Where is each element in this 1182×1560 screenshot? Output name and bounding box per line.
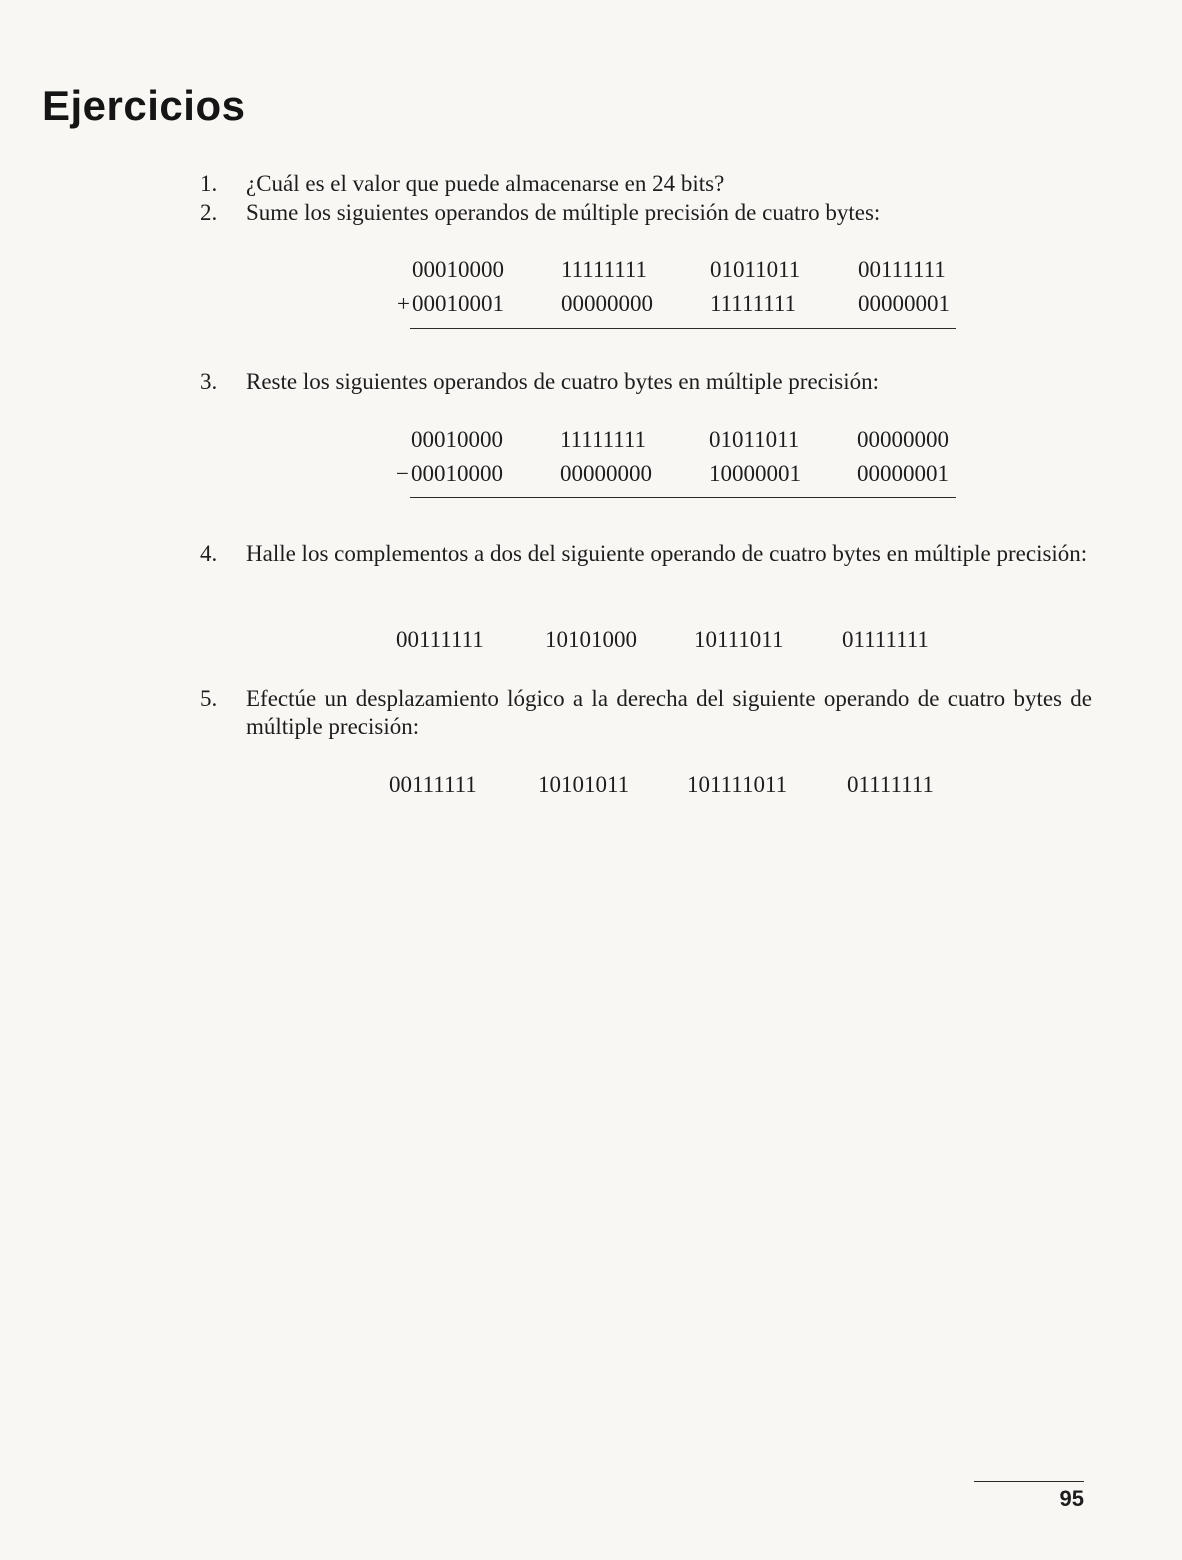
- page-title: Ejercicios: [42, 82, 246, 129]
- byte: 01011011: [710, 257, 801, 282]
- byte: 10000001: [709, 461, 801, 486]
- exercise-3: [200, 368, 1092, 396]
- exercise-1-text: ¿Cuál es el valor que puede almacenarse en 24 bits?: [246, 171, 725, 196]
- exercise-5-text: Efectúe un desplazamiento lógico a la derecha del siguiente operando de cuatro bytes de múltiple precisión:: [246, 686, 1092, 739]
- byte: 00010000: [411, 427, 503, 452]
- byte: 10101000: [545, 627, 637, 652]
- exercise-2-number: 2.: [200, 200, 218, 225]
- exercise-4: [200, 540, 1092, 568]
- minus-sign: −: [396, 461, 409, 486]
- byte: 101111011: [687, 772, 788, 797]
- byte: 10111011: [694, 627, 784, 652]
- exercise-3-number: 3.: [200, 369, 218, 394]
- exercise-5: [200, 685, 1092, 741]
- exercise-4-text: Halle los complementos a dos del siguiente operando de cuatro bytes en múltiple precisión:: [246, 541, 1088, 566]
- byte: 00000001: [858, 291, 950, 316]
- byte: 00111111: [858, 257, 946, 282]
- byte: 00010000: [412, 257, 504, 282]
- byte: 00000001: [857, 461, 949, 486]
- addition-result-rule: [410, 328, 956, 329]
- exercise-2-text: Sume los siguientes operandos de múltiple precisión de cuatro bytes:: [246, 200, 881, 225]
- byte: 00010001: [412, 291, 504, 316]
- byte: 01111111: [842, 627, 929, 652]
- byte: 00000000: [857, 427, 949, 452]
- byte: 01111111: [847, 772, 934, 797]
- byte: 11111111: [560, 427, 647, 452]
- byte: 00111111: [389, 772, 477, 797]
- exercise-1-number: 1.: [200, 171, 218, 196]
- exercise-5-number: 5.: [200, 686, 218, 711]
- byte: 00000000: [560, 461, 652, 486]
- byte: 00010000: [411, 461, 503, 486]
- exercise-2: [200, 199, 1092, 227]
- page-number: 95: [1059, 1486, 1084, 1511]
- byte: 11111111: [561, 257, 648, 282]
- plus-sign: +: [397, 291, 410, 316]
- byte: 10101011: [538, 772, 630, 797]
- exercise-1: [200, 170, 1092, 198]
- exercise-4-number: 4.: [200, 541, 218, 566]
- byte: 00111111: [396, 627, 484, 652]
- exercise-3-text: Reste los siguientes operandos de cuatro bytes en múltiple precisión:: [246, 369, 879, 394]
- byte: 11111111: [710, 291, 797, 316]
- byte: 01011011: [709, 427, 800, 452]
- subtraction-result-rule: [410, 497, 956, 498]
- footer-rule: [974, 1481, 1084, 1482]
- byte: 00000000: [561, 291, 653, 316]
